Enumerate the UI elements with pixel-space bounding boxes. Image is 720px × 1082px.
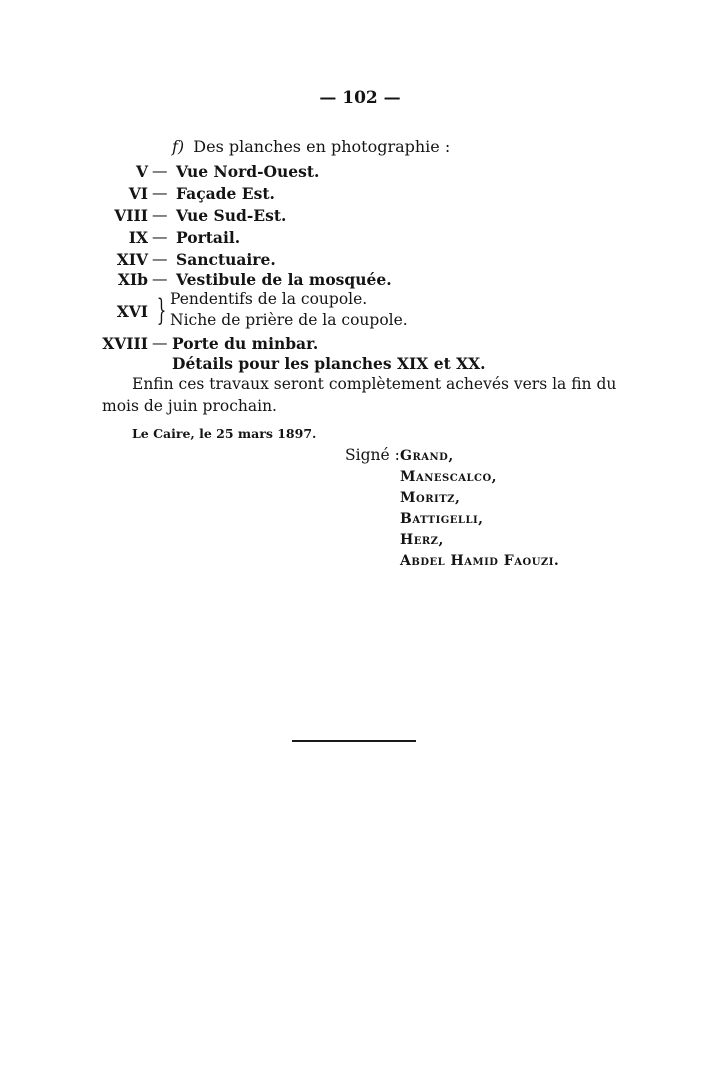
plate-label: Sanctuaire. bbox=[176, 250, 276, 269]
section-heading-text: Des planches en photographie : bbox=[193, 137, 451, 156]
plate-numeral: VIII bbox=[114, 206, 148, 225]
plate-numeral: XIV bbox=[116, 250, 148, 269]
plate-row bbox=[0, 334, 720, 356]
signatory-name: Grand, bbox=[400, 448, 454, 464]
plate-row bbox=[0, 250, 720, 272]
plate-dash: — bbox=[152, 334, 168, 352]
plate-numeral: IX bbox=[128, 228, 148, 247]
plate-dash: — bbox=[152, 206, 168, 224]
signatory-name: Abdel Hamid Faouzi. bbox=[400, 553, 560, 569]
date-line: Le Caire, le 25 mars 1897. bbox=[132, 426, 317, 441]
brace-glyph: } bbox=[156, 293, 167, 328]
plate-numeral: VI bbox=[128, 184, 148, 203]
plate-dash: — bbox=[152, 162, 168, 180]
plate-label: Vue Sud-Est. bbox=[176, 206, 287, 225]
details-line: Détails pour les planches XIX et XX. bbox=[172, 354, 486, 373]
section-item-letter: f) bbox=[172, 137, 185, 156]
signatory-name: Manescalco, bbox=[400, 469, 498, 485]
signed-label: Signé : bbox=[345, 446, 400, 464]
section-heading bbox=[172, 137, 450, 156]
plate-row bbox=[0, 228, 720, 250]
plate-label: Portail. bbox=[176, 228, 241, 247]
plate-label: Pendentifs de la coupole. bbox=[170, 290, 368, 308]
signatory-name: Battigelli, bbox=[400, 511, 484, 527]
plate-xvi-group bbox=[0, 290, 720, 334]
closing-paragraph-line: mois de juin prochain. bbox=[102, 397, 277, 415]
plate-dash: — bbox=[152, 270, 168, 288]
signatory-name: Moritz, bbox=[400, 490, 461, 506]
plate-row bbox=[0, 162, 720, 184]
plate-numeral: XVIII bbox=[102, 334, 148, 353]
plate-numeral: V bbox=[135, 162, 148, 181]
signatory-name: Herz, bbox=[400, 532, 444, 548]
plate-row bbox=[0, 206, 720, 228]
plate-dash: — bbox=[152, 228, 168, 246]
plate-label: Niche de prière de la coupole. bbox=[170, 311, 408, 329]
plate-numeral: XVI bbox=[116, 302, 148, 321]
plate-label: Vestibule de la mosquée. bbox=[176, 270, 392, 289]
plate-label: Vue Nord-Ouest. bbox=[176, 162, 320, 181]
plate-dash: — bbox=[152, 184, 168, 202]
plate-label: Façade Est. bbox=[176, 184, 275, 203]
page-number: — 102 — bbox=[319, 88, 401, 108]
end-rule bbox=[292, 740, 416, 742]
closing-paragraph-line: Enfin ces travaux seront complètement achevés vers la fin du bbox=[132, 375, 617, 393]
plate-row bbox=[0, 184, 720, 206]
plate-numeral: XIb bbox=[117, 270, 148, 289]
plate-dash: — bbox=[152, 250, 168, 268]
plate-row bbox=[0, 270, 720, 292]
plate-label: Porte du minbar. bbox=[172, 334, 319, 353]
